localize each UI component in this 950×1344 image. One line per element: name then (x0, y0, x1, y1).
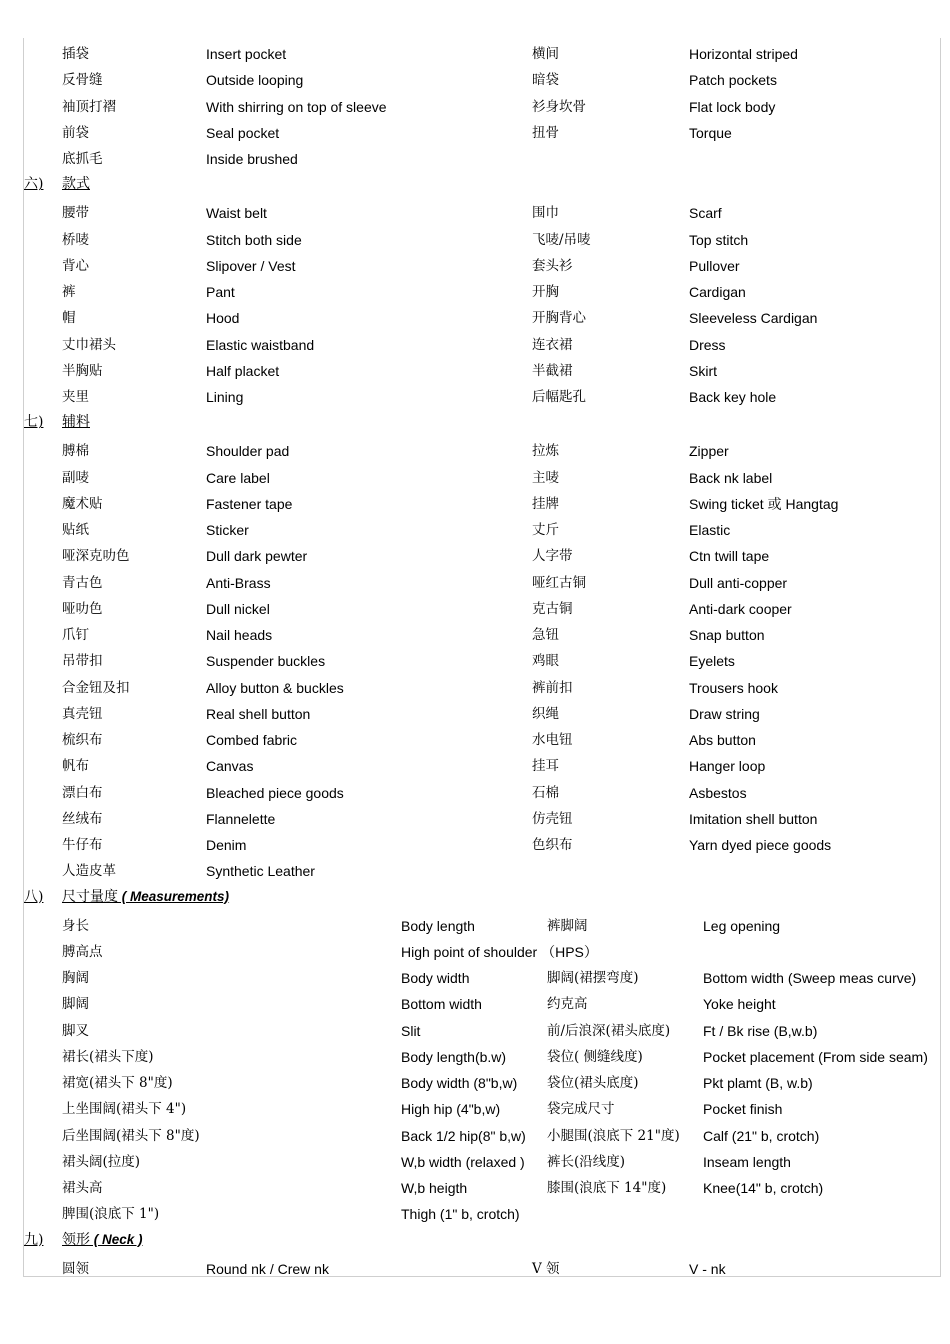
glossary-row (0, 756, 950, 776)
glossary-row (0, 968, 950, 988)
term-en: Combed fabric (206, 732, 298, 748)
term-zh: 背心 (62, 257, 89, 274)
glossary-row (0, 1178, 950, 1198)
glossary-row (0, 651, 950, 671)
term-en: Torque (689, 124, 732, 141)
glossary-row (0, 149, 950, 169)
term-en: Trousers hook (689, 679, 778, 696)
term-en: Pocket finish (703, 1101, 783, 1118)
glossary-row (0, 1073, 950, 1093)
term-en: Seal pocket (206, 124, 280, 141)
term-zh: 横间 (532, 46, 559, 62)
term-en: Flat lock body (689, 98, 776, 115)
term-zh: 小腿围(浪底下 21"度) (547, 1127, 680, 1144)
term-zh: 后幅匙孔 (532, 389, 586, 405)
glossary-row (0, 468, 950, 488)
glossary-row (0, 599, 950, 619)
glossary-row (0, 520, 950, 540)
term-zh: 裤脚阔 (547, 917, 588, 934)
glossary-row (0, 230, 950, 250)
term-en: Slipover / Vest (206, 257, 296, 274)
term-zh: 织绳 (532, 705, 559, 722)
term-zh: 开胸背心 (532, 310, 586, 327)
term-zh: 袋位(裙头底度) (547, 1075, 639, 1091)
glossary-row (0, 1047, 950, 1067)
term-zh: 石棉 (532, 784, 559, 801)
glossary-row (0, 809, 950, 829)
term-en: Body width (401, 970, 470, 986)
term-en: Pocket placement (From side seam) (703, 1048, 928, 1065)
section-heading (0, 1230, 950, 1250)
term-zh: 吊带扣 (62, 653, 103, 670)
term-en: Scarf (689, 205, 722, 222)
glossary-row (0, 361, 950, 381)
term-en: Horizontal striped (689, 46, 798, 62)
term-en: Care label (206, 469, 270, 486)
term-en: W,b heigth (401, 1180, 468, 1196)
term-en: Skirt (689, 362, 717, 379)
term-en: Bottom width (401, 996, 482, 1013)
term-zh: 合金钮及扣 (62, 679, 130, 696)
term-en: Patch pockets (689, 72, 777, 89)
term-zh: 扭骨 (532, 124, 559, 141)
term-zh: 魔术贴 (62, 495, 103, 512)
glossary-row (0, 335, 950, 355)
glossary-row (0, 1204, 950, 1224)
term-en: Thigh (1" b, crotch) (401, 1206, 520, 1223)
term-en: Fastener tape (206, 495, 293, 512)
term-en: Shoulder pad (206, 443, 290, 460)
term-en: Synthetic Leather (206, 863, 315, 880)
term-zh: 牛仔布 (62, 837, 103, 853)
term-zh: 反骨缝 (62, 72, 103, 89)
glossary-row (0, 256, 950, 276)
glossary-row (0, 203, 950, 223)
glossary-row (0, 282, 950, 302)
glossary-row (0, 861, 950, 881)
glossary-row (0, 70, 950, 90)
glossary-row (0, 1259, 950, 1279)
term-en: Hanger loop (689, 758, 766, 775)
term-en: Top stitch (689, 231, 749, 248)
glossary-row (0, 916, 950, 936)
term-zh: 仿壳钮 (532, 810, 573, 827)
term-zh: 袋完成尺寸 (547, 1101, 615, 1118)
term-zh: 插袋 (62, 46, 89, 62)
section-title: 领形 ( Neck ) (62, 1231, 143, 1248)
term-zh: 脚叉 (62, 1022, 89, 1039)
term-zh: 前/后浪深(裙头底度) (547, 1022, 671, 1039)
glossary-row (0, 942, 950, 962)
glossary-row (0, 387, 950, 407)
term-zh: 裤前扣 (532, 679, 573, 696)
term-zh: 腰带 (62, 205, 89, 222)
term-en: Round nk / Crew nk (206, 1260, 329, 1277)
section-heading (0, 887, 950, 907)
term-zh: 套头衫 (532, 257, 573, 274)
term-zh: 帽 (62, 310, 76, 327)
term-en: V - nk (689, 1260, 726, 1277)
section-number: 九) (24, 1231, 44, 1248)
term-zh: 桥唛 (62, 231, 89, 248)
term-zh: 底抓毛 (62, 151, 103, 167)
term-zh: 前袋 (62, 124, 89, 141)
term-en: Ctn twill tape (689, 548, 770, 565)
term-zh: 胸阔 (62, 970, 89, 986)
term-en: Swing ticket 或 Hangtag (689, 495, 839, 512)
term-zh: 裙头阔(拉度) (62, 1153, 141, 1170)
glossary-row (0, 783, 950, 803)
term-zh: 水电钮 (532, 732, 573, 748)
term-zh: 主唛 (532, 469, 559, 486)
term-en: Back nk label (689, 469, 773, 486)
term-en: Waist belt (206, 205, 267, 222)
term-en: Hood (206, 310, 240, 327)
term-zh: 贴纸 (62, 522, 89, 538)
term-en: Asbestos (689, 784, 747, 801)
term-en: Outside looping (206, 72, 304, 89)
term-zh: 丝绒布 (62, 810, 103, 827)
term-en: Dull anti-copper (689, 574, 788, 591)
term-zh: 圆领 (62, 1260, 89, 1277)
term-en: Dull nickel (206, 600, 270, 617)
term-en: Eyelets (689, 653, 735, 670)
term-en: Cardigan (689, 284, 746, 300)
term-zh: 青古色 (62, 574, 103, 591)
term-en: Body length(b.w) (401, 1048, 507, 1065)
section-heading (0, 412, 950, 432)
glossary-row (0, 994, 950, 1014)
term-en: Pkt plamt (B, w.b) (703, 1075, 813, 1091)
term-zh: 人字带 (532, 548, 573, 565)
term-en: Sticker (206, 522, 249, 538)
section-subtitle: ( Neck ) (90, 1231, 143, 1247)
term-en: Elastic (689, 522, 731, 538)
term-en: High hip (4"b,w) (401, 1101, 501, 1118)
term-en: Anti-Brass (206, 574, 271, 591)
section-number: 六) (24, 176, 44, 193)
glossary-row (0, 44, 950, 64)
term-en: Lining (206, 389, 244, 405)
term-zh: 上坐围阔(裙头下 4") (62, 1101, 187, 1118)
term-en: Bleached piece goods (206, 784, 344, 801)
term-en: With shirring on top of sleeve (206, 98, 387, 115)
term-zh: 飞唛/吊唛 (532, 231, 591, 248)
term-zh: 脾围(浪底下 1") (62, 1206, 160, 1223)
term-en: Anti-dark cooper (689, 600, 792, 617)
term-zh: 副唛 (62, 469, 89, 486)
term-en: Suspender buckles (206, 653, 326, 670)
term-en: Elastic waistband (206, 336, 315, 353)
term-zh: 暗袋 (532, 72, 559, 89)
term-en: Inside brushed (206, 151, 298, 167)
term-zh: 丈巾裙头 (62, 336, 116, 353)
section-subtitle: ( Measurements) (118, 888, 230, 904)
glossary-row (0, 625, 950, 645)
term-zh: 挂耳 (532, 758, 559, 775)
term-en: Inseam length (703, 1153, 791, 1170)
term-zh: 夹里 (62, 389, 89, 405)
term-zh: 人造皮革 (62, 863, 116, 880)
term-en: Nail heads (206, 627, 273, 643)
term-en: W,b width (relaxed ) (401, 1153, 525, 1170)
term-en: Canvas (206, 758, 254, 775)
glossary-row (0, 123, 950, 143)
term-en: Abs button (689, 732, 756, 748)
term-en: Draw string (689, 705, 760, 722)
term-zh: 连衣裙 (532, 336, 573, 353)
term-zh: V 领 (532, 1260, 560, 1277)
term-en: Dull dark pewter (206, 548, 308, 565)
term-en: Sleeveless Cardigan (689, 310, 818, 327)
term-zh: 裤长(沿线度) (547, 1153, 626, 1170)
glossary-row (0, 441, 950, 461)
term-zh: 裙头高 (62, 1180, 103, 1196)
term-zh: 半截裙 (532, 362, 573, 379)
term-zh: 急钮 (532, 627, 559, 643)
term-zh: 丈斤 (532, 522, 559, 538)
section-number: 七) (24, 414, 44, 431)
term-zh: 拉炼 (532, 443, 559, 460)
term-zh: 围巾 (532, 205, 559, 222)
term-zh: 色织布 (532, 837, 573, 853)
term-en: Dress (689, 336, 726, 353)
term-zh: 膊高点 (62, 943, 103, 960)
term-en: Snap button (689, 627, 765, 643)
term-en: Pant (206, 284, 235, 300)
glossary-row (0, 494, 950, 514)
term-zh: 哑红古铜 (532, 574, 586, 591)
term-zh: 袖顶打褶 (62, 98, 116, 115)
term-en: Flannelette (206, 810, 276, 827)
term-zh: 约克高 (547, 996, 588, 1013)
term-zh: 脚阔 (62, 996, 89, 1013)
term-zh: 脚阔(裙摆弯度) (547, 970, 639, 986)
glossary-row (0, 97, 950, 117)
term-en: Body width (8"b,w) (401, 1075, 518, 1091)
glossary-row (0, 1126, 950, 1146)
term-en: Ft / Bk rise (B,w.b) (703, 1022, 818, 1039)
glossary-row (0, 704, 950, 724)
section-title: 辅料 (62, 414, 90, 431)
term-en: Yoke height (703, 996, 776, 1013)
term-en: Half placket (206, 362, 280, 379)
term-zh: 梳织布 (62, 732, 103, 748)
term-zh: 衫身坎骨 (532, 98, 586, 115)
term-zh: 裤 (62, 284, 76, 300)
section-title: 尺寸量度 ( Measurements) (62, 888, 230, 905)
term-zh: 哑深克叻色 (62, 548, 130, 565)
term-en: Stitch both side (206, 231, 302, 248)
term-en: Bottom width (Sweep meas curve) (703, 970, 917, 986)
term-zh: 袋位( 侧缝线度) (547, 1048, 643, 1065)
term-zh: 帆布 (62, 758, 89, 775)
section-number: 八) (24, 888, 44, 905)
term-zh: 裙长(裙头下度) (62, 1048, 154, 1065)
term-zh: 开胸 (532, 284, 559, 300)
term-en: Leg opening (703, 917, 781, 934)
term-en: Denim (206, 837, 247, 853)
term-zh: 身长 (62, 917, 89, 934)
term-zh: 膊棉 (62, 443, 89, 460)
term-en: Knee(14" b, crotch) (703, 1180, 824, 1196)
glossary-row (0, 1099, 950, 1119)
term-zh: 爪钉 (62, 627, 89, 643)
term-en: Real shell button (206, 705, 311, 722)
term-zh: 真壳钮 (62, 705, 103, 722)
glossary-row (0, 308, 950, 328)
section-title: 款式 (62, 176, 90, 193)
section-heading (0, 174, 950, 194)
term-en: Back key hole (689, 389, 777, 405)
term-en: Pullover (689, 257, 740, 274)
glossary-row (0, 678, 950, 698)
term-en: Alloy button & buckles (206, 679, 344, 696)
term-en: Calf (21" b, crotch) (703, 1127, 820, 1144)
glossary-row (0, 546, 950, 566)
term-en: High point of shoulder （HPS） (401, 943, 598, 960)
term-en: Slit (401, 1022, 421, 1039)
term-zh: 克古铜 (532, 600, 573, 617)
term-zh: 半胸贴 (62, 362, 103, 379)
glossary-row (0, 573, 950, 593)
term-zh: 鸡眼 (532, 653, 559, 670)
term-zh: 挂牌 (532, 495, 559, 512)
term-zh: 膝围(浪底下 14"度) (547, 1180, 667, 1196)
glossary-row (0, 1021, 950, 1041)
glossary-row (0, 730, 950, 750)
glossary-row (0, 835, 950, 855)
term-zh: 漂白布 (62, 784, 103, 801)
term-en: Insert pocket (206, 46, 287, 62)
term-en: Body length (401, 917, 475, 934)
term-en: Yarn dyed piece goods (689, 837, 832, 853)
term-zh: 后坐围阔(裙头下 8"度) (62, 1127, 200, 1144)
term-zh: 哑叻色 (62, 600, 103, 617)
term-zh: 裙宽(裙头下 8"度) (62, 1075, 173, 1091)
glossary-row (0, 1152, 950, 1172)
term-en: Zipper (689, 443, 729, 460)
term-en: Back 1/2 hip(8" b,w) (401, 1127, 526, 1144)
term-en: Imitation shell button (689, 810, 818, 827)
